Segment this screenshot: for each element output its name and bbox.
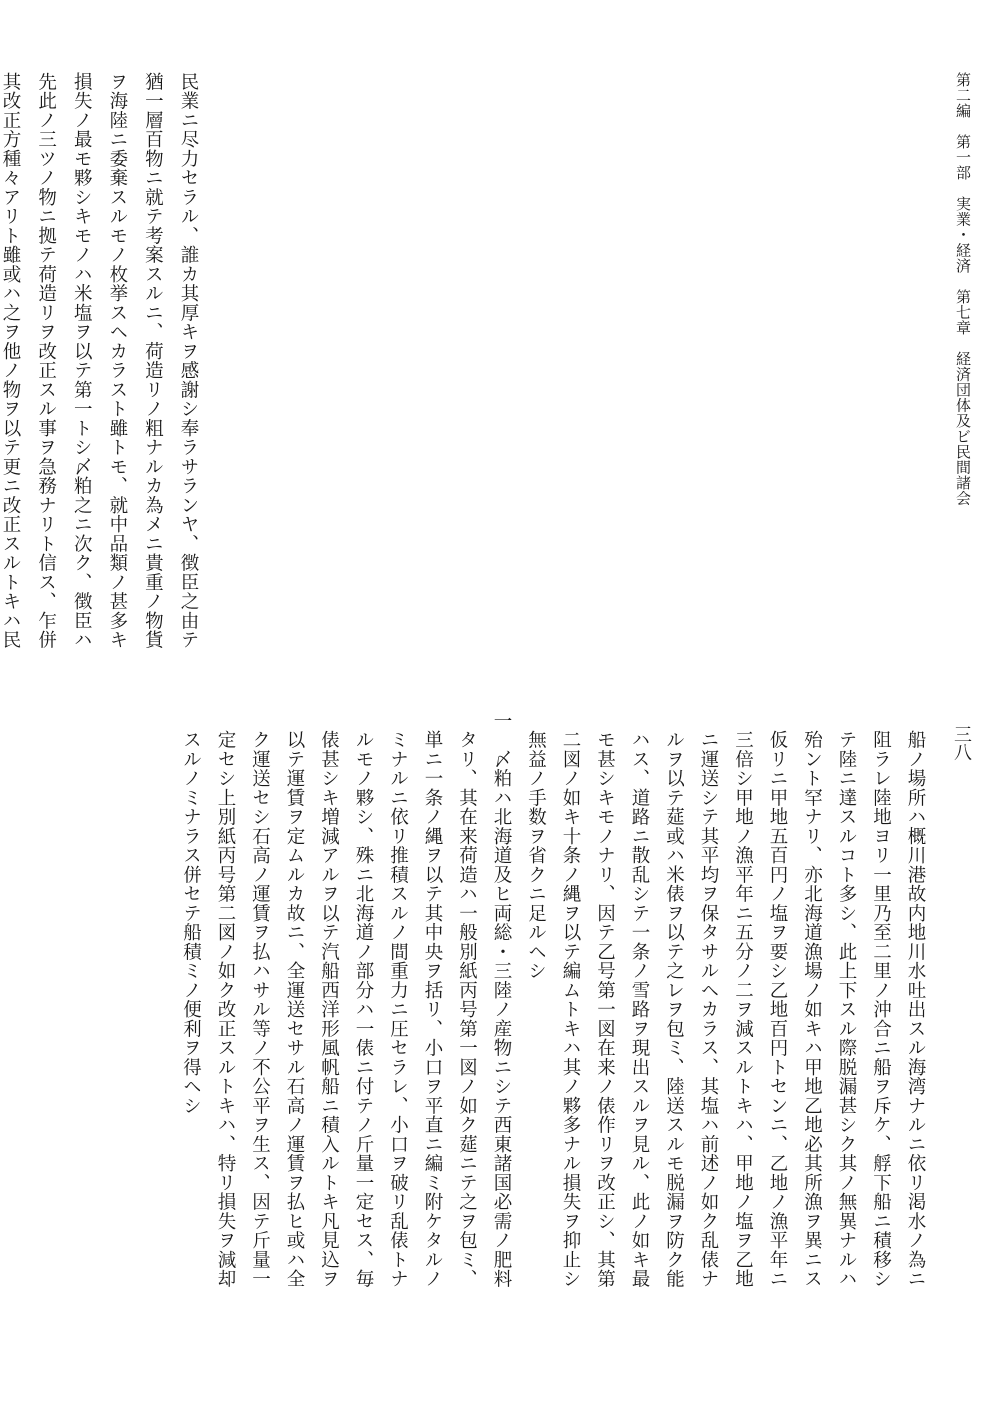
text-column: 定セシ上別紙丙号第二図ノ如ク改正スルトキハ、特リ損失ヲ減却 <box>215 711 236 1289</box>
text-column: 二図ノ如キ十条ノ縄ヲ以テ編ムトキハ其ノ夥多ナル損失ヲ抑止シ <box>560 711 581 1289</box>
text-column: 無益ノ手数ヲ省クニ足ルヘシ <box>525 711 547 981</box>
text-column: ニ運送シテ其平均ヲ保タサルヘカラス、其塩ハ前述ノ如ク乱俵ナ <box>698 711 719 1289</box>
text-column: 三倍シ甲地ノ漁平年ニ五分ノ二ヲ減スルトキハ、甲地ノ塩ヲ乙地 <box>732 711 754 1289</box>
text-column: 猶一層百物ニ就テ考案スルニ、荷造リノ粗ナルカ為メニ貴重ノ物貨 <box>142 72 164 650</box>
text-column: ルヲ以テ莚或ハ米俵ヲ以テ之レヲ包ミ、陸送スルモ脱漏ヲ防ク能 <box>663 711 685 1289</box>
text-column: 損失ノ最モ夥シキモノハ米塩ヲ以テ第一トシ〆粕之ニ次ク、徴臣ハ <box>71 72 93 650</box>
text-column: ミナルニ依リ推積スルノ間重力ニ圧セラレ、小口ヲ破リ乱俵トナ <box>387 711 409 1289</box>
text-column: 民業ニ尽力セラル、誰カ其厚キヲ感謝シ奉ラサランヤ、徴臣之由テ <box>178 72 199 650</box>
text-column: ヲ海陸ニ委棄スルモノ枚挙スヘカラスト雖トモ、就中品類ノ甚多キ <box>106 72 128 650</box>
text-column: ルモノ夥シ、殊ニ北海道ノ部分ハ一俵ニ付テノ斤量一定セス、毎 <box>353 711 374 1289</box>
text-column: 先此ノ三ツノ物ニ拠テ荷造リヲ改正スル事ヲ急務ナリト信ス、乍併 <box>35 72 57 650</box>
text-column: 其改正方種々アリト雖或ハ之ヲ他ノ物ヲ以テ更ニ改正スルトキハ民 <box>0 72 21 650</box>
text-column: スルノミナラス併セテ船積ミノ便利ヲ得ヘシ <box>180 711 202 1116</box>
text-column: ハス、道路ニ散乱シテ一条ノ雪路ヲ現出スルヲ見ル、此ノ如キ最 <box>629 711 650 1289</box>
text-column: 単ニ一条ノ縄ヲ以テ其中央ヲ括リ、小口ヲ平直ニ編ミ附ケタルノ <box>422 711 443 1289</box>
text-column: 船ノ場所ハ概川港故内地川水吐出スル海湾ナルニ依リ渇水ノ為ニ <box>905 711 926 1289</box>
text-column: 一 〆粕ハ北海道及ヒ両総・三陸ノ産物ニシテ西東諸国必需ノ肥料 <box>491 711 512 1289</box>
text-column: テ陸ニ達スルコト多シ、此上下スル際脱漏甚シク其ノ無異ナルハ <box>836 711 857 1289</box>
text-column: 俵甚シキ増減アルヲ以テ汽船西洋形風帆船ニ積入ルトキ凡見込ヲ <box>318 711 340 1289</box>
text-column: タリ、其在来荷造ハ一般別紙丙号第一図ノ如ク莚ニテ之ヲ包ミ、 <box>456 711 478 1289</box>
text-column: 殆ント罕ナリ、亦北海道漁場ノ如キハ甲地乙地必其所漁ヲ異ニス <box>801 711 823 1289</box>
text-column: 阻ラレ陸地ヨリ一里乃至二里ノ沖合ニ船ヲ斥ケ、艀下船ニ積移シ <box>870 711 892 1289</box>
page-number: 三八 <box>951 725 972 761</box>
text-column: 仮リニ甲地五百円ノ塩ヲ要シ乙地百円トセンニ、乙地ノ漁平年ニ <box>767 711 788 1289</box>
text-column: モ甚シキモノナリ、因テ乙号第一図在来ノ俵作リヲ改正シ、其第 <box>594 711 616 1289</box>
text-column: ク運送セシ石高ノ運賃ヲ払ハサル等ノ不公平ヲ生ス、因テ斤量一 <box>249 711 271 1289</box>
text-column: 以テ運賃ヲ定ムルカ故ニ、全運送セサル石高ノ運賃ヲ払ヒ或ハ全 <box>284 711 305 1289</box>
page-header: 第二編 第一部 実業・経済 第七章 経済団体及ビ民間諸会 <box>954 72 972 506</box>
